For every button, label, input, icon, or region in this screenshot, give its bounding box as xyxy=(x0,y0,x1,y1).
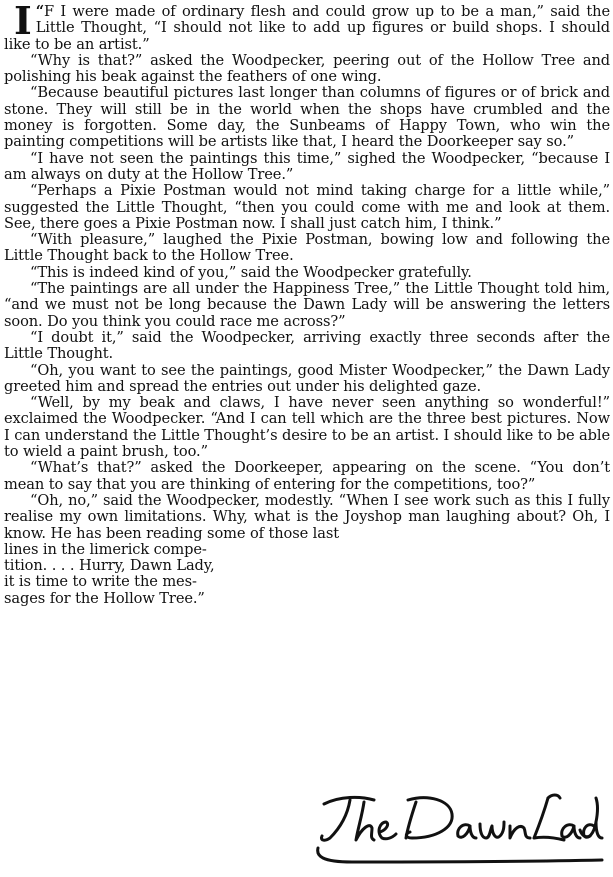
closing-line: tition. . . . Hurry, Dawn Lady, xyxy=(4,557,215,575)
paragraph-happiness-tree: “The paintings are all under the Happiness Tree,” the Little Thought told him, “and we must not be long because the Dawn Lady will be answering the letters soon. Do you think you could race me across?” xyxy=(4,280,610,330)
drop-cap: I xyxy=(14,0,32,43)
paragraph-with-pleasure: “With pleasure,” laughed the Pixie Postman, bowing low and following the Little Thought back to the Hollow Tree. xyxy=(4,231,610,265)
paragraph-beautiful-pictures: “Because beautiful pictures last longer than columns of figures or of brick and stone. They will still be in the world when the shops have crumbled and the money is forgotten. Some day, the Sunbeams of Happy Town, who win the painting competitions will be artists like that, I heard the Doorkeeper say so.” xyxy=(4,84,610,151)
opening-paragraph xyxy=(4,0,610,53)
paragraph-woodpecker-question: “Why is that?” asked the Woodpecker, peering out of the Hollow Tree and polishing his beak against the feathers of one wing. xyxy=(4,51,610,86)
paragraph-not-seen-paintings: “I have not seen the paintings this time,” sighed the Woodpecker, “because I am always on duty at the Hollow Tree.” xyxy=(4,149,610,183)
closing-line: lines in the limerick compe- xyxy=(4,540,207,558)
opening-text: F I were made of ordinary flesh and could grow up to be a man,” said the Little Thought, “I should not like to add up figures or build shops. I should like to be an artist.” xyxy=(4,3,610,53)
paragraph-dawn-lady-greets: “Oh, you want to see the paintings, good Mister Woodpecker,” the Dawn Lady greeted him and spread the entries out under his delighted gaze. xyxy=(4,361,610,395)
closing-line: sages for the Hollow Tree.” xyxy=(4,589,205,607)
paragraph-wonderful: “Well, by my beak and claws, I have never seen anything so wonderful!” exclaimed the Woodpecker. “And I can tell which are the three best pictures. Now I can understand the Little Thought’s desire to be an artist. I should like to be able to wield a paint brush, too.” xyxy=(4,394,610,461)
dawn-lady-signature xyxy=(312,782,607,874)
paragraph-doubt-it: “I doubt it,” said the Woodpecker, arriving exactly three seconds after the Little Thought. xyxy=(4,328,610,363)
paragraph-pixie-postman: “Perhaps a Pixie Postman would not mind taking charge for a little while,” suggested the Little Thought, “then you could come with me and look at them. See, there goes a Pixie Postman now. I shall just catch him, I think.” xyxy=(4,182,610,232)
closing-line: it is time to write the mes- xyxy=(4,573,197,591)
opening-quote: “ xyxy=(35,3,44,20)
paragraph-limitations: “Oh, no,” said the Woodpecker, modestly. “When I see work such as this I fully realise my own limitations. Why, what is the Joyshop man laughing about? Oh, I know. He has been reading some of those last xyxy=(4,491,610,542)
paragraph-doorkeeper: “What’s that?” asked the Doorkeeper, appearing on the scene. “You don’t mean to say that you are thinking of entering for the competitions, too?” xyxy=(4,459,610,493)
paragraph-kind-of-you: “This is indeed kind of you,” said the Woodpecker gratefully. xyxy=(30,263,472,281)
